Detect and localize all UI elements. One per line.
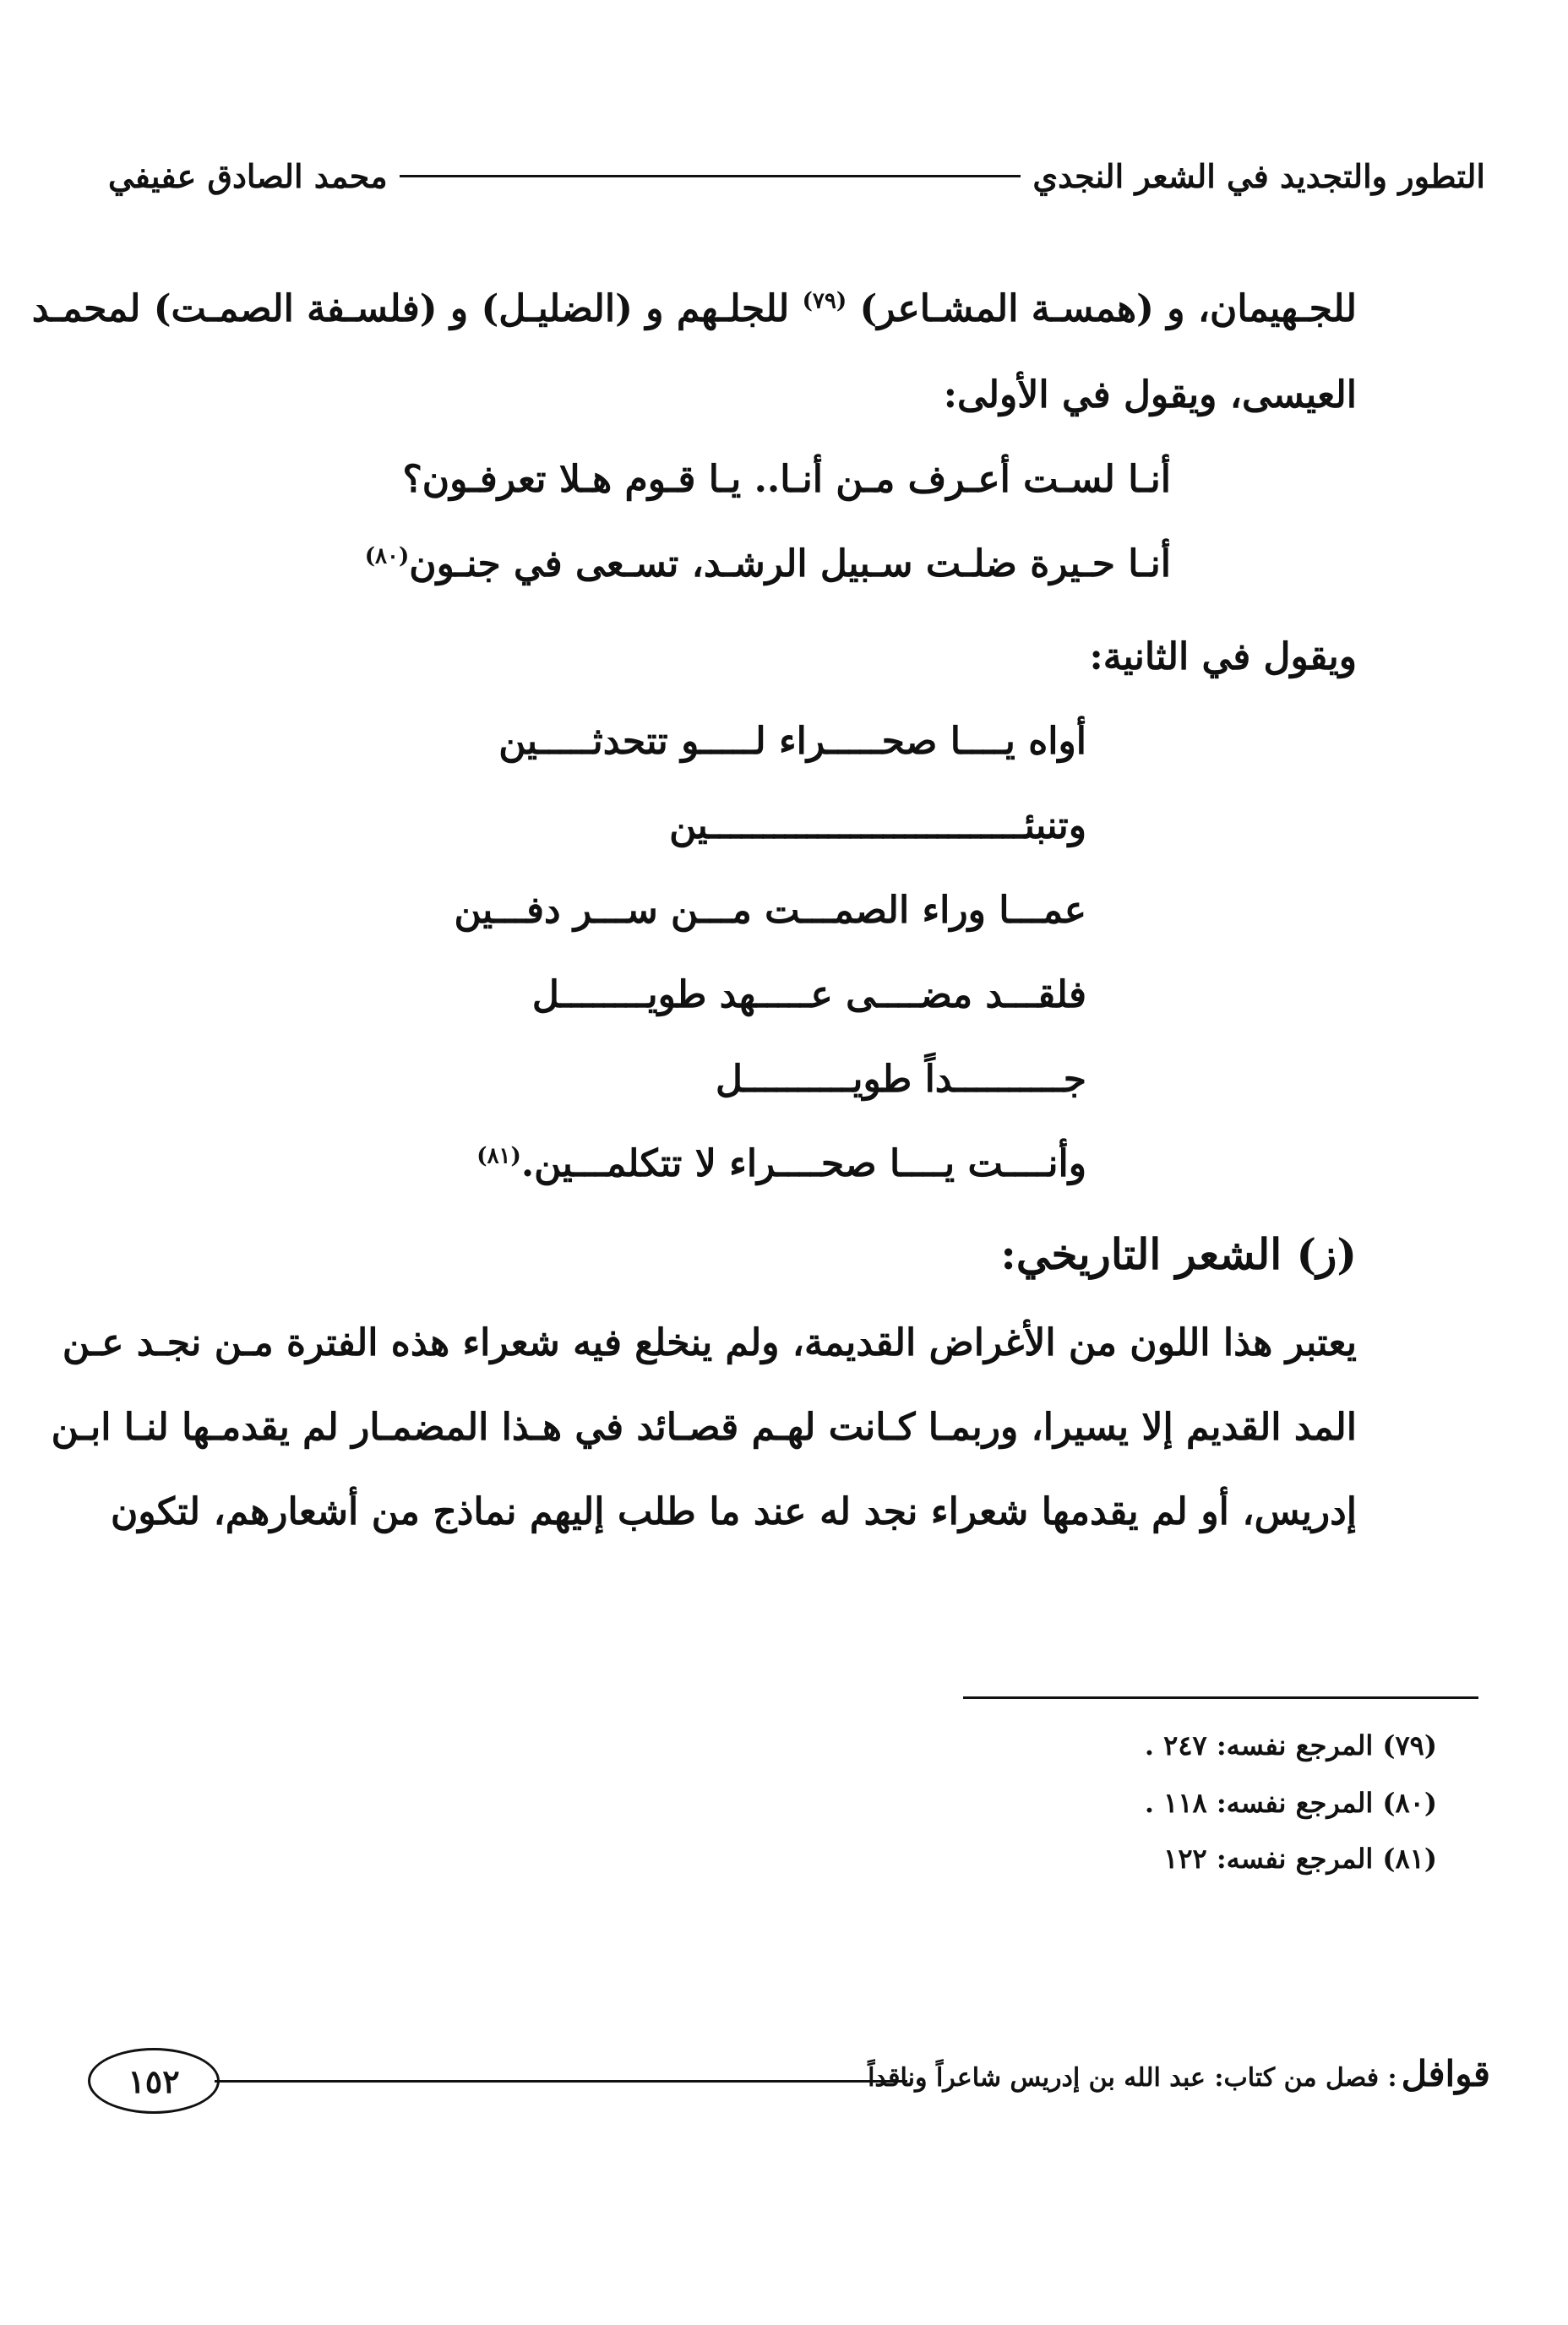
footnote-rule xyxy=(963,1696,1478,1699)
poem2-line-text: وأنــــت يــــا صحــــراء لا تتكلمـــين. xyxy=(520,1142,1086,1185)
paragraph1-line2: العيسى، ويقول في الأولى: xyxy=(943,373,1357,417)
header-author: محمد الصادق عفيفي xyxy=(108,156,388,195)
page-footer xyxy=(88,2043,1490,2119)
paragraph1-line1-part-a: للجـهيمان، و (همسـة المشـاعر) xyxy=(859,287,1357,330)
poem2-line: أواه يــــا صحـــــراء لـــــو تتحدثـــــين xyxy=(498,720,1086,763)
section-heading: (ز) الشعر التاريخي: xyxy=(1000,1229,1357,1279)
poem1-line1: أنـا لسـت أعـرف مـن أنـا.. يـا قـوم هـلا تعرفـون؟ xyxy=(402,458,1171,501)
header-rule xyxy=(400,175,1021,177)
paragraph3-line: إدريس، أو لم يقدمها شعراء نجد له عند ما طلب إليهم نماذج من أشعارهم، لتكون xyxy=(111,1490,1357,1533)
poem1-line2 xyxy=(365,539,1171,590)
footer-rule xyxy=(215,2080,907,2083)
footnote-80: (٨٠) المرجع نفسه: ١١٨ . xyxy=(1144,1787,1437,1819)
footer-journal: قوافل xyxy=(1401,2053,1490,2094)
running-header xyxy=(108,150,1485,201)
header-title: التطور والتجديد في الشعر النجدي xyxy=(1032,156,1485,195)
poem2-line: جــــــــــداً طويــــــــــل xyxy=(716,1058,1086,1101)
paragraph1-line1 xyxy=(31,284,1357,335)
footnote-ref-81: (٨١) xyxy=(476,1143,521,1169)
poem2-line: فلقـــد مضــــى عـــــهد طويــــــــل xyxy=(531,973,1086,1016)
poem2-line-last xyxy=(476,1139,1086,1190)
footnote-79: (٧٩) المرجع نفسه: ٢٤٧ . xyxy=(1144,1729,1437,1761)
poem2-line: وتنبئـــــــــــــــــــــــــــــين xyxy=(669,804,1086,847)
page-number: ١٥٢ xyxy=(128,2061,180,2100)
paragraph3-line: المد القديم إلا يسيرا، وربمـا كـانت لهـم قصـائد في هـذا المضمـار لم يقدمـها لنـا ابـن xyxy=(51,1406,1357,1449)
footnote-81: (٨١) المرجع نفسه: ١٢٢ xyxy=(1163,1843,1437,1875)
footnote-ref-79: (٧٩) xyxy=(802,288,847,314)
poem1-line2-text: أنـا حـيرة ضلـت سـبيل الرشـد، تسـعى في جنـون xyxy=(409,542,1171,585)
footer-source-text: : فصل من كتاب: عبد الله بن إدريس شاعراً وناقداً xyxy=(868,2063,1397,2093)
footnote-ref-80: (٨٠) xyxy=(364,543,410,569)
page-number-badge xyxy=(88,2048,220,2114)
footer-source xyxy=(868,2053,1490,2094)
paragraph2-line: ويقول في الثانية: xyxy=(1089,635,1357,678)
paragraph1-line1-part-b: للجلـهم و (الضليـل) و (فلسـفة الصمـت) لمحمـد xyxy=(31,287,790,330)
paragraph3-line: يعتبر هذا اللون من الأغراض القديمة، ولم ينخلع فيه شعراء هذه الفترة مـن نجـد عـن xyxy=(62,1321,1357,1364)
poem2-line: عمـــا وراء الصمـــت مـــن ســـر دفـــين xyxy=(454,889,1086,932)
